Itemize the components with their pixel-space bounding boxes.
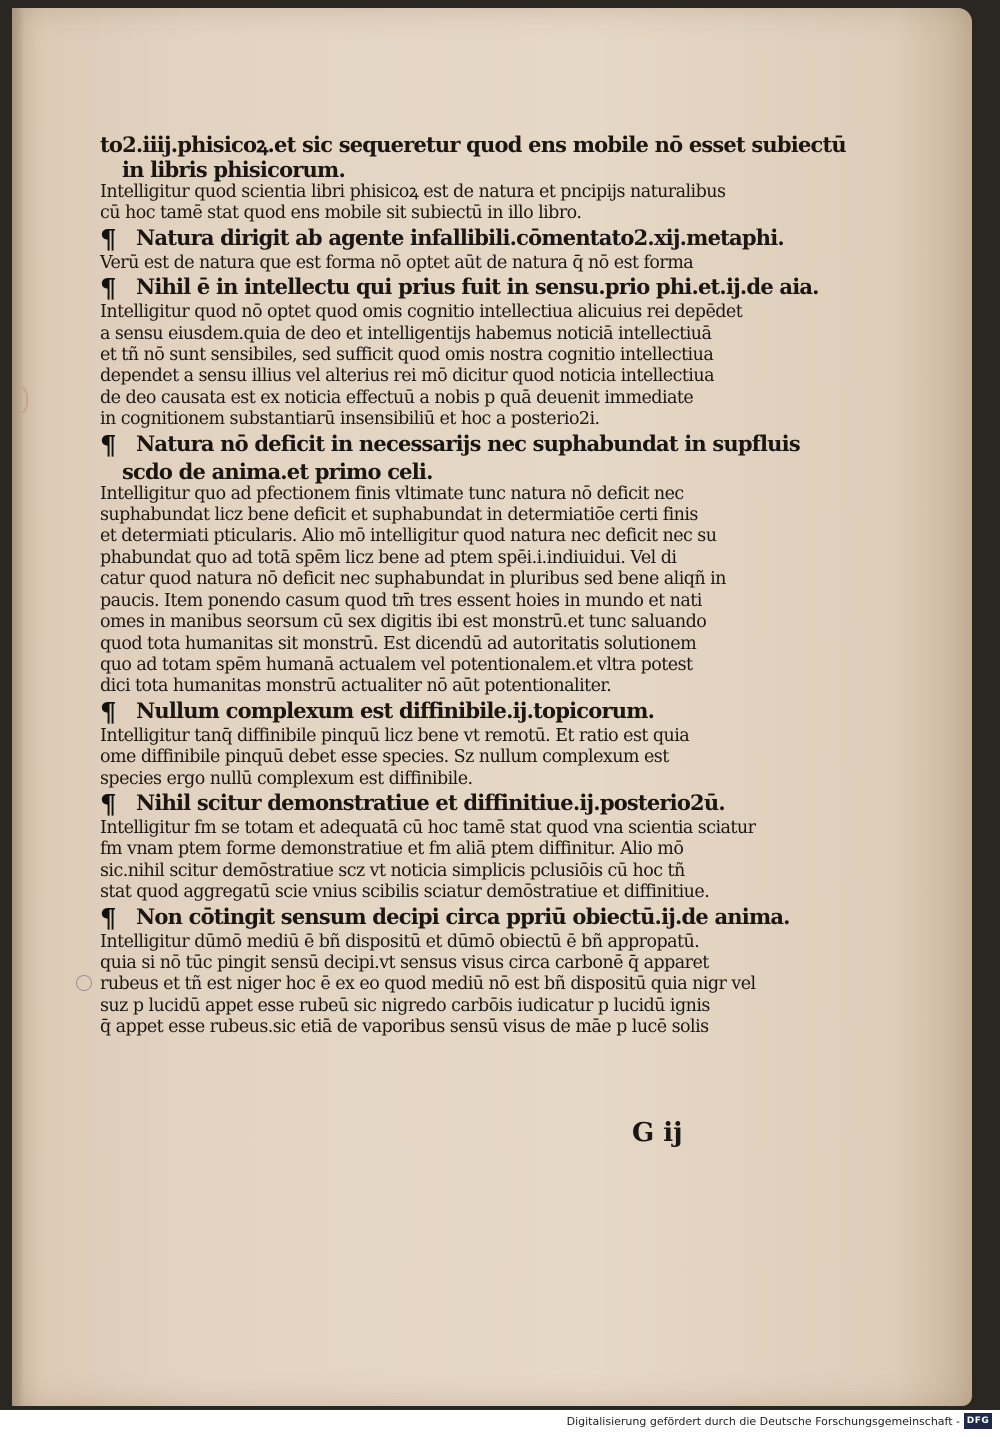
line-text: Nullum complexum est diffinibile.ij.topicorum. <box>136 697 655 723</box>
pilcrow-icon: ¶ <box>100 903 116 934</box>
text-line <box>100 698 750 726</box>
line-text: Natura dirigit ab agente infallibili.cōmentato2.xij.metaphi. <box>136 224 784 250</box>
line-text: suz p lucidū appet esse rubeū sic nigredo carbōis iudicatur p lucidū ignis <box>100 995 710 1016</box>
line-text: stat quod aggregatū scie vnius scibilis sciatur demōstratiue et diffinitiue. <box>100 882 710 903</box>
line-text: dici tota humanitas monstrū actualiter nō aūt potentionaliter. <box>100 676 612 697</box>
margin-circle-mark <box>76 975 92 991</box>
text-line <box>100 861 750 882</box>
text-line <box>100 430 800 461</box>
line-text: Intelligitur dūmō mediū ē bñ dispositū et dūmō obiectū ē bñ appropatū. <box>100 931 700 952</box>
text-line <box>100 526 750 547</box>
line-text: cū hoc tamē stat quod ens mobile sit subiectū in illo libro. <box>100 203 582 224</box>
line-text: quo ad totam spēm humanā actualem vel potentionalem.et vltra potest <box>100 654 693 675</box>
line-text: Intelligitur quo ad pfectionem finis vltimate tunc natura nō deficit nec <box>100 483 684 504</box>
text-line <box>100 157 750 182</box>
text-line <box>100 882 750 903</box>
text-line <box>100 569 750 590</box>
text-line <box>100 182 750 203</box>
text-line <box>100 591 750 612</box>
text-line <box>100 1017 750 1038</box>
text-line <box>100 726 750 747</box>
text-line <box>100 132 846 157</box>
line-text: omes in manibus seorsum cū sex digitis ibi est monstrū.et tunc saluando <box>100 612 707 633</box>
page-gutter-shadow <box>12 8 24 1406</box>
line-text: quia si nō tūc pingit sensū decipi.vt sensus visus circa carbonē q̄ apparet <box>100 952 709 973</box>
line-text: et tñ nō sunt sensibiles, sed sufficit quod omis nostra cognitio intellectiua <box>100 345 714 366</box>
text-line <box>100 409 750 430</box>
text-line <box>100 903 790 934</box>
text-line <box>100 324 750 345</box>
text-line <box>100 274 819 305</box>
text-line <box>100 953 750 974</box>
line-text: quod tota humanitas sit monstrū. Est dicendū ad autoritatis solutionem <box>100 633 697 654</box>
line-text: phabundat quo ad totā spēm licz bene ad ptem spēi.i.indiuidui. Vel di <box>100 547 677 568</box>
pilcrow-icon: ¶ <box>100 274 116 305</box>
text-line <box>100 817 756 839</box>
line-text: species ergo nullū complexum est diffinibile. <box>100 768 473 789</box>
line-text: Intelligitur fm se totam et adequatā cū hoc tamē stat quod vna scientia sciatur <box>100 817 756 838</box>
text-line <box>100 253 750 274</box>
line-text: paucis. Item ponendo casum quod tm̄ tres essent hoies in mundo et nati <box>100 590 702 611</box>
text-line <box>100 484 750 505</box>
text-line <box>100 459 750 484</box>
pilcrow-icon: ¶ <box>100 789 116 820</box>
line-text: Intelligitur quod scientia libri phisicoꝝ est de natura et pncipijs naturalibus <box>100 182 726 202</box>
line-text: in libris phisicorum. <box>122 157 345 182</box>
page-text-block <box>100 132 846 1039</box>
text-line <box>100 634 750 655</box>
line-text: fm vnam ptem forme demonstratiue et fm aliā ptem diffinitur. Alio mō <box>100 839 684 860</box>
text-line <box>100 203 750 224</box>
footer-credit: Digitalisierung gefördert durch die Deutsche Forschungsgemeinschaft - <box>566 1415 960 1428</box>
line-text: catur quod natura nō deficit nec suphabundat in pluribus sed bene aliqñ in <box>100 569 726 590</box>
line-text: Intelligitur quod nō optet quod omis cognitio intellectiua alicuius rei depēdet <box>100 302 743 323</box>
text-line <box>100 612 750 633</box>
line-text: Verū est de natura que est forma nō optet aūt de natura q̄ nō est forma <box>100 252 694 273</box>
dfg-logo: DFG <box>964 1413 992 1429</box>
text-line <box>100 974 756 995</box>
text-line <box>100 224 784 255</box>
line-text: ome diffinibile pinquū debet esse species. Sz nullum complexum est <box>100 747 669 768</box>
line-text: de deo causata est ex noticia effectuū a nobis p quā deuenit immediate <box>100 387 694 408</box>
line-text: Natura nō deficit in necessarijs nec suphabundat in supfluis <box>136 430 800 456</box>
text-line <box>100 932 750 953</box>
line-text: Non cōtingit sensum decipi circa ppriū obiectū.ij.de anima. <box>136 903 790 929</box>
text-line <box>100 747 750 768</box>
line-text: scdo de anima.et primo celi. <box>122 458 433 484</box>
pilcrow-icon: ¶ <box>100 430 116 461</box>
signature-mark: G ij <box>632 1118 683 1148</box>
text-line <box>100 996 750 1017</box>
text-line <box>100 655 750 676</box>
pilcrow-icon: ¶ <box>100 697 116 728</box>
line-text: Intelligitur tanq̄ diffinibile pinquū licz bene vt remotū. Et ratio est quia <box>100 725 690 746</box>
line-text: Nihil scitur demonstratiue et diffinitiue.ij.posterio2ū. <box>136 789 725 815</box>
line-text: rubeus et tñ est niger hoc ē ex eo quod mediū nō est bñ dispositū quia nigr vel <box>100 974 756 995</box>
text-line <box>100 839 750 860</box>
line-text: in cognitionem substantiarū insensibiliū et hoc a posterio2i. <box>100 409 600 430</box>
text-line <box>100 302 750 323</box>
text-line <box>100 366 750 387</box>
text-line <box>100 505 750 526</box>
text-line <box>100 388 750 409</box>
line-text: dependet a sensu illius vel alterius rei mō dicitur quod noticia intellectiua <box>100 366 714 387</box>
line-text: suphabundat licz bene deficit et suphabundat in determiatiōe certi finis <box>100 505 698 526</box>
text-line <box>100 790 750 818</box>
text-line <box>100 676 750 697</box>
line-text: Nihil ē in intellectu qui prius fuit in sensu.prio phi.et.ij.de aia. <box>136 274 819 300</box>
line-text: et determiati pticularis. Alio mō intelligitur quod natura nec deficit nec su <box>100 526 717 547</box>
line-text: q̄ appet esse rubeus.sic etiā de vaporibus sensū visus de māe p lucē solis <box>100 1017 709 1038</box>
text-line <box>100 548 750 569</box>
line-text: to2.iiij.phisicoꝝ.et sic sequeretur quod ens mobile nō esset subiectū <box>100 132 846 157</box>
text-line <box>100 769 750 790</box>
line-text: sic.nihil scitur demōstratiue scz vt noticia simplicis pclusiōis cū hoc tñ <box>100 860 685 881</box>
line-text: a sensu eiusdem.quia de deo et intelligentijs habemus noticiā intellectiuā <box>100 323 712 344</box>
pilcrow-icon: ¶ <box>100 224 116 255</box>
text-line <box>100 345 750 366</box>
